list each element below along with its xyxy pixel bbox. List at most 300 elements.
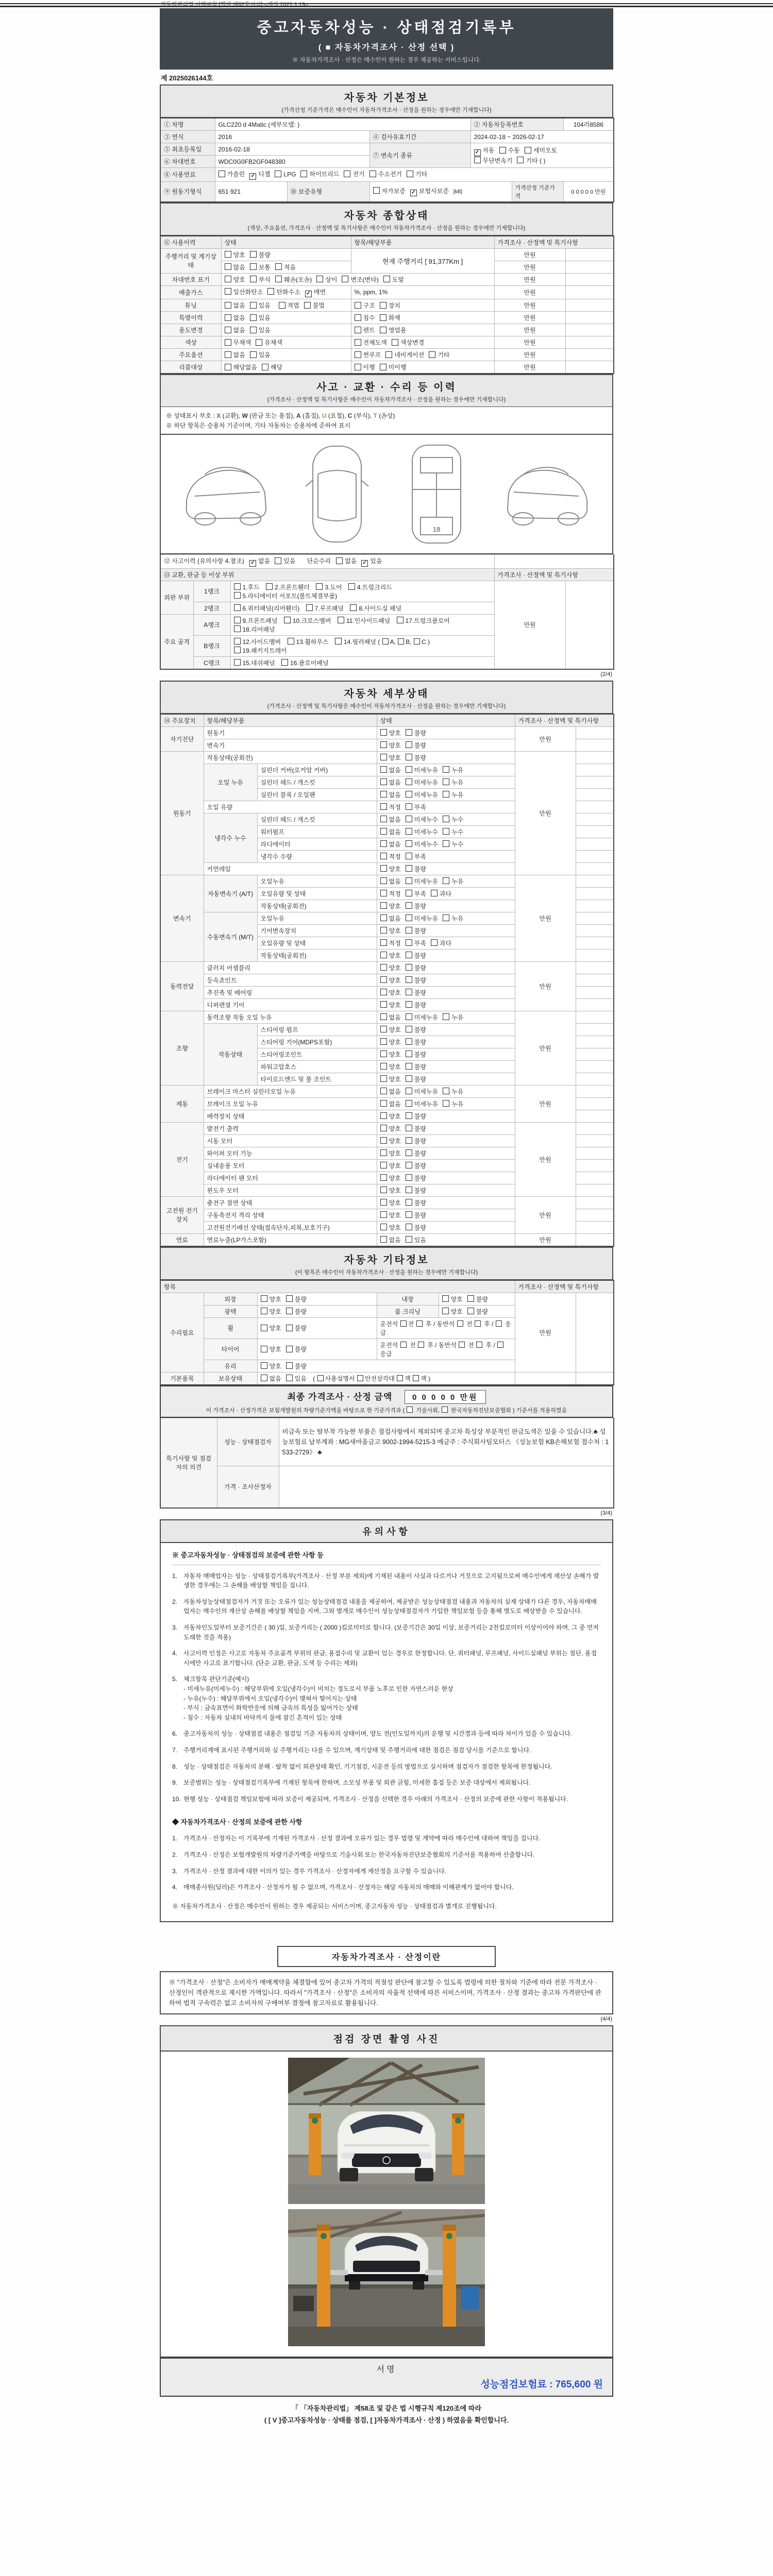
checkbox[interactable] (250, 314, 257, 321)
checkbox[interactable] (380, 952, 387, 958)
checkbox-option[interactable] (380, 1235, 401, 1244)
checkbox[interactable] (406, 1125, 412, 1131)
checkbox[interactable] (406, 964, 412, 971)
checkbox-option[interactable] (406, 1075, 426, 1083)
checkbox[interactable] (304, 302, 311, 309)
checkbox-checked[interactable]: ✓ (474, 149, 481, 156)
panel-item[interactable]: 19.패키지트레이 (234, 646, 287, 655)
checkbox-option[interactable] (380, 1001, 401, 1009)
checkbox-option[interactable] (380, 728, 401, 737)
checkbox[interactable] (443, 816, 449, 822)
checkbox[interactable] (317, 1375, 324, 1381)
checkbox[interactable] (286, 1375, 293, 1381)
checkbox-option[interactable] (443, 1013, 463, 1022)
checkbox-option[interactable] (406, 939, 426, 947)
checkbox[interactable] (429, 351, 435, 358)
checkbox-option[interactable] (443, 1099, 463, 1108)
checkbox[interactable] (380, 1137, 387, 1144)
checkbox[interactable] (443, 1088, 449, 1094)
checkbox-option[interactable] (380, 1186, 401, 1195)
checkbox[interactable] (342, 276, 348, 282)
panel-item[interactable]: 8.사이드실 패널 (350, 604, 401, 613)
checkbox-option[interactable] (275, 263, 296, 272)
checkbox[interactable] (475, 1320, 481, 1327)
checkbox[interactable] (443, 877, 449, 884)
checkbox[interactable] (406, 890, 412, 896)
checkbox[interactable] (380, 1199, 387, 1206)
checkbox-option[interactable] (443, 827, 463, 836)
checkbox[interactable] (380, 1050, 387, 1057)
checkbox[interactable] (406, 1001, 412, 1008)
checkbox[interactable] (262, 364, 268, 370)
checkbox[interactable] (335, 638, 342, 645)
checkbox[interactable] (467, 1295, 474, 1302)
panel-item[interactable]: 13.휠하우스 (288, 637, 329, 646)
checkbox-option[interactable] (410, 187, 449, 197)
checkbox[interactable] (525, 147, 531, 154)
checkbox-option[interactable] (442, 1295, 463, 1303)
checkbox[interactable] (225, 339, 231, 346)
checkbox-option[interactable] (380, 1099, 401, 1108)
checkbox-option[interactable] (406, 803, 426, 811)
checkbox-option[interactable] (261, 1324, 281, 1332)
checkbox[interactable] (380, 816, 387, 822)
checkbox-option[interactable] (286, 1307, 307, 1316)
checkbox-option[interactable] (355, 301, 375, 310)
checkbox-option[interactable] (406, 1062, 426, 1071)
checkbox-option[interactable] (373, 187, 406, 195)
checkbox-option[interactable] (406, 1211, 426, 1219)
checkbox[interactable] (459, 1342, 465, 1348)
checkbox-option[interactable] (219, 170, 245, 178)
checkbox-option[interactable] (380, 951, 401, 960)
checkbox-option[interactable] (250, 250, 271, 259)
checkbox[interactable] (380, 1075, 387, 1082)
checkbox-option[interactable] (256, 338, 282, 347)
checkbox-option[interactable] (406, 741, 426, 750)
checkbox-option[interactable] (380, 1038, 401, 1046)
checkbox-checked[interactable]: ✓ (361, 560, 368, 567)
checkbox[interactable] (225, 327, 231, 333)
checkbox-option[interactable] (380, 1137, 401, 1145)
checkbox-option[interactable] (380, 988, 401, 997)
checkbox-option[interactable] (380, 865, 401, 873)
checkbox[interactable] (406, 939, 412, 946)
checkbox-option[interactable] (369, 170, 402, 178)
checkbox-option[interactable] (225, 313, 245, 322)
checkbox[interactable] (382, 638, 389, 645)
checkbox-option[interactable] (380, 1013, 401, 1022)
checkbox[interactable] (431, 890, 438, 896)
checkbox-option[interactable] (380, 902, 401, 910)
checkbox[interactable] (406, 865, 412, 872)
checkbox[interactable] (406, 754, 412, 760)
checkbox[interactable] (355, 339, 361, 346)
checkbox-option[interactable] (429, 350, 449, 359)
checkbox-option[interactable] (380, 766, 401, 774)
checkbox-option[interactable] (380, 1112, 401, 1121)
checkbox-option[interactable] (406, 852, 426, 861)
checkbox-option[interactable] (250, 326, 271, 334)
checkbox[interactable] (406, 1075, 412, 1082)
checkbox-option[interactable] (336, 556, 357, 565)
checkbox-option[interactable] (406, 1235, 426, 1244)
checkbox[interactable] (380, 1236, 387, 1243)
checkbox[interactable] (267, 288, 274, 295)
checkbox[interactable] (275, 557, 281, 564)
checkbox[interactable] (406, 877, 412, 884)
checkbox[interactable] (406, 791, 412, 798)
checkbox-option[interactable] (380, 1211, 401, 1219)
checkbox-option[interactable] (275, 171, 296, 178)
checkbox[interactable] (250, 302, 257, 309)
checkbox-option[interactable] (380, 963, 401, 972)
checkbox-option[interactable] (385, 350, 424, 359)
checkbox-option[interactable] (406, 790, 438, 799)
checkbox[interactable] (286, 1325, 293, 1331)
checkbox[interactable] (275, 276, 282, 282)
checkbox[interactable] (380, 865, 387, 872)
checkbox[interactable] (355, 364, 361, 370)
checkbox[interactable] (234, 647, 241, 653)
checkbox[interactable] (234, 625, 241, 632)
checkbox[interactable] (380, 1100, 387, 1107)
checkbox[interactable] (380, 327, 386, 333)
checkbox[interactable] (275, 171, 281, 177)
checkbox-option[interactable] (406, 753, 426, 762)
checkbox-option[interactable] (355, 326, 375, 334)
checkbox-option[interactable] (406, 1001, 426, 1009)
checkbox[interactable] (261, 1308, 267, 1314)
checkbox-option[interactable] (225, 275, 245, 284)
checkbox[interactable] (380, 741, 387, 748)
checkbox[interactable] (406, 1063, 412, 1070)
checkbox[interactable] (225, 302, 231, 309)
checkbox[interactable] (406, 1174, 412, 1181)
checkbox-option[interactable] (406, 902, 426, 910)
checkbox-option[interactable] (261, 1295, 281, 1303)
checkbox-option[interactable] (275, 275, 312, 284)
checkbox[interactable] (300, 171, 307, 177)
checkbox-option[interactable] (344, 170, 364, 178)
checkbox[interactable] (406, 1149, 412, 1156)
checkbox[interactable] (392, 339, 398, 346)
checkbox[interactable] (406, 1088, 412, 1094)
checkbox-option[interactable] (380, 852, 401, 861)
checkbox[interactable] (407, 171, 413, 177)
checkbox-option[interactable] (442, 1307, 463, 1316)
checkbox-option[interactable] (380, 1050, 401, 1059)
checkbox-option[interactable] (286, 1295, 307, 1303)
checkbox-option[interactable] (286, 1345, 307, 1353)
checkbox-option[interactable] (406, 1124, 426, 1133)
checkbox[interactable] (380, 840, 387, 847)
checkbox[interactable] (406, 803, 412, 810)
checkbox[interactable] (406, 1112, 412, 1119)
panel-item[interactable]: 6.쿼터패널(리어휀더) (234, 604, 300, 613)
checkbox-option[interactable] (261, 1362, 281, 1370)
checkbox[interactable] (418, 1342, 424, 1348)
checkbox[interactable] (406, 1224, 412, 1230)
checkbox-option[interactable] (279, 301, 299, 310)
checkbox[interactable] (286, 1346, 293, 1352)
checkbox-option[interactable] (225, 338, 251, 347)
checkbox[interactable] (225, 263, 231, 270)
checkbox-option[interactable] (443, 877, 463, 886)
checkbox[interactable] (256, 339, 262, 346)
checkbox-option[interactable] (380, 1025, 401, 1034)
checkbox[interactable] (225, 288, 231, 295)
checkbox[interactable] (385, 351, 392, 358)
checkbox-option[interactable] (380, 326, 407, 334)
checkbox[interactable] (497, 1342, 503, 1348)
checkbox-option[interactable] (250, 275, 271, 284)
checkbox[interactable] (406, 1026, 412, 1032)
checkbox[interactable] (380, 1149, 387, 1156)
checkbox[interactable] (380, 1088, 387, 1094)
checkbox[interactable] (380, 302, 386, 309)
checkbox[interactable] (406, 1187, 412, 1193)
panel-item[interactable]: 17.트렁크플로어 (397, 616, 450, 625)
panel-item[interactable]: 16.플로어패널 (281, 658, 329, 667)
checkbox-option[interactable] (225, 350, 245, 359)
checkbox-option[interactable] (467, 1307, 488, 1316)
checkbox[interactable] (406, 1100, 412, 1107)
checkbox-option[interactable] (355, 338, 387, 347)
checkbox-option[interactable] (406, 951, 426, 960)
checkbox-option[interactable] (406, 926, 426, 935)
checkbox[interactable] (284, 617, 291, 623)
checkbox[interactable] (406, 778, 412, 785)
checkbox-option[interactable] (250, 313, 271, 322)
checkbox-option[interactable] (380, 1075, 401, 1083)
checkbox-option[interactable] (380, 926, 401, 935)
checkbox-option[interactable] (300, 170, 339, 178)
checkbox-option[interactable] (406, 865, 426, 873)
checkbox-option[interactable] (250, 301, 271, 310)
checkbox-option[interactable] (380, 790, 401, 799)
checkbox-option[interactable] (380, 1087, 401, 1096)
checkbox-option[interactable] (443, 778, 463, 787)
checkbox[interactable] (286, 1362, 293, 1369)
panel-item[interactable]: 10.크로스멤버 (284, 616, 331, 625)
checkbox[interactable] (234, 638, 241, 645)
checkbox[interactable] (407, 1406, 413, 1413)
checkbox[interactable] (406, 989, 412, 995)
checkbox-option[interactable] (431, 939, 451, 947)
checkbox[interactable] (261, 1375, 267, 1381)
checkbox[interactable] (380, 791, 387, 798)
panel-item[interactable]: 2.프론트휀더 (266, 583, 310, 591)
checkbox[interactable] (338, 617, 344, 623)
checkbox[interactable] (380, 314, 386, 321)
checkbox[interactable] (380, 1026, 387, 1032)
checkbox-option[interactable] (380, 1223, 401, 1232)
checkbox-option[interactable] (250, 350, 271, 359)
checkbox[interactable] (380, 1224, 387, 1230)
checkbox[interactable] (406, 1236, 412, 1243)
checkbox[interactable] (380, 964, 387, 971)
checkbox[interactable] (250, 351, 257, 358)
checkbox-option[interactable] (380, 889, 401, 898)
checkbox-option[interactable] (406, 1099, 438, 1108)
checkbox[interactable] (431, 939, 438, 946)
checkbox-option[interactable] (380, 976, 401, 985)
checkbox-option[interactable] (380, 778, 401, 787)
checkbox-option[interactable] (225, 263, 245, 272)
checkbox[interactable] (275, 263, 282, 270)
checkbox[interactable] (380, 853, 387, 859)
checkbox[interactable] (261, 1346, 267, 1352)
checkbox[interactable] (380, 766, 387, 773)
checkbox[interactable] (316, 276, 323, 282)
checkbox-option[interactable] (406, 1161, 426, 1170)
checkbox[interactable] (406, 1137, 412, 1144)
checkbox-option[interactable] (380, 313, 400, 322)
checkbox[interactable] (306, 604, 313, 611)
checkbox[interactable] (443, 1013, 449, 1020)
checkbox-option[interactable] (406, 840, 438, 849)
checkbox[interactable] (286, 1295, 293, 1302)
checkbox[interactable] (380, 803, 387, 810)
checkbox[interactable] (457, 1320, 463, 1327)
checkbox-option[interactable] (431, 889, 451, 898)
checkbox[interactable] (380, 778, 387, 785)
checkbox-option[interactable] (380, 1174, 401, 1182)
checkbox[interactable] (355, 314, 361, 321)
checkbox-option[interactable] (443, 914, 463, 923)
checkbox-option[interactable] (406, 778, 438, 787)
checkbox-option[interactable] (406, 976, 426, 985)
checkbox-option[interactable] (406, 815, 438, 824)
checkbox[interactable] (499, 147, 506, 154)
checkbox[interactable] (225, 251, 231, 258)
checkbox[interactable] (369, 171, 376, 177)
checkbox[interactable] (380, 1063, 387, 1070)
checkbox[interactable] (261, 1325, 267, 1331)
checkbox[interactable] (443, 840, 449, 847)
checkbox-option[interactable] (267, 287, 300, 296)
checkbox[interactable] (398, 638, 404, 645)
checkbox[interactable] (286, 1308, 293, 1314)
checkbox-option[interactable] (443, 790, 463, 799)
checkbox[interactable] (406, 853, 412, 859)
checkbox-option[interactable] (380, 1062, 401, 1071)
checkbox[interactable] (414, 638, 420, 645)
checkbox-option[interactable] (305, 287, 326, 298)
checkbox-option[interactable] (380, 741, 401, 750)
checkbox-checked[interactable]: ✓ (249, 560, 256, 567)
checkbox[interactable] (496, 1320, 502, 1327)
checkbox[interactable] (474, 157, 481, 163)
checkbox[interactable] (397, 617, 404, 623)
checkbox[interactable] (380, 939, 387, 946)
checkbox[interactable] (406, 741, 412, 748)
checkbox[interactable] (406, 729, 412, 736)
checkbox[interactable] (406, 766, 412, 773)
checkbox-option[interactable] (261, 1345, 281, 1353)
checkbox[interactable] (380, 364, 386, 370)
checkbox[interactable] (336, 557, 343, 564)
checkbox[interactable] (234, 592, 241, 599)
checkbox[interactable] (400, 1320, 407, 1327)
checkbox[interactable] (348, 583, 355, 590)
checkbox-checked[interactable]: ✓ (249, 173, 256, 180)
checkbox-option[interactable] (380, 1198, 401, 1207)
checkbox[interactable] (406, 927, 412, 934)
panel-item[interactable]: 9.프론트패널 (234, 616, 278, 625)
checkbox[interactable] (380, 1162, 387, 1168)
checkbox[interactable] (406, 902, 412, 909)
checkbox-option[interactable] (225, 363, 257, 371)
checkbox-option[interactable] (406, 1137, 426, 1145)
checkbox[interactable] (443, 791, 449, 798)
checkbox[interactable] (380, 890, 387, 896)
checkbox-option[interactable] (406, 728, 426, 737)
checkbox[interactable] (234, 604, 241, 611)
panel-item[interactable]: 14.필러패널 ( A, B, C ) (335, 637, 430, 646)
checkbox-option[interactable] (406, 1149, 426, 1158)
checkbox-option[interactable] (443, 840, 463, 849)
checkbox[interactable] (406, 828, 412, 835)
checkbox-option[interactable] (406, 1174, 426, 1182)
panel-item[interactable]: 12.사이드멤버 (234, 637, 281, 646)
checkbox[interactable] (442, 1406, 448, 1413)
checkbox[interactable] (443, 1100, 449, 1107)
checkbox-option[interactable] (380, 803, 401, 811)
checkbox-option[interactable] (443, 1087, 463, 1096)
checkbox[interactable] (234, 659, 241, 666)
checkbox-option[interactable] (316, 275, 337, 284)
checkbox-option[interactable] (380, 827, 401, 836)
checkbox[interactable] (517, 157, 524, 163)
checkbox[interactable] (380, 1013, 387, 1020)
checkbox[interactable] (281, 659, 288, 666)
checkbox[interactable] (355, 302, 361, 309)
checkbox[interactable] (250, 327, 257, 333)
checkbox-option[interactable] (406, 1223, 426, 1232)
checkbox[interactable] (406, 1199, 412, 1206)
checkbox-option[interactable] (275, 556, 295, 565)
checkbox[interactable] (380, 1187, 387, 1193)
panel-item[interactable]: 3.도어 (316, 583, 342, 591)
checkbox[interactable] (406, 840, 412, 847)
panel-item[interactable]: 15.대쉬패널 (234, 658, 275, 667)
checkbox-option[interactable] (342, 275, 378, 284)
checkbox[interactable] (467, 1308, 474, 1314)
checkbox-option[interactable] (380, 363, 407, 371)
checkbox[interactable] (380, 927, 387, 934)
checkbox[interactable] (225, 351, 231, 358)
checkbox-option[interactable] (286, 1324, 307, 1332)
checkbox[interactable] (413, 1375, 419, 1381)
checkbox-option[interactable] (225, 250, 245, 259)
checkbox-option[interactable] (406, 1112, 426, 1121)
checkbox-option[interactable] (406, 877, 438, 886)
checkbox-option[interactable] (380, 753, 401, 762)
checkbox-option[interactable] (225, 287, 263, 296)
checkbox[interactable] (225, 364, 231, 370)
checkbox-option[interactable] (380, 301, 400, 310)
checkbox[interactable] (380, 1001, 387, 1008)
checkbox-option[interactable] (286, 1374, 307, 1383)
checkbox[interactable] (355, 351, 361, 358)
checkbox[interactable] (400, 1342, 407, 1348)
checkbox-option[interactable] (380, 877, 401, 886)
checkbox-option[interactable] (249, 556, 270, 567)
panel-item[interactable]: 7.루프패널 (306, 604, 344, 613)
checkbox-option[interactable] (474, 146, 495, 156)
